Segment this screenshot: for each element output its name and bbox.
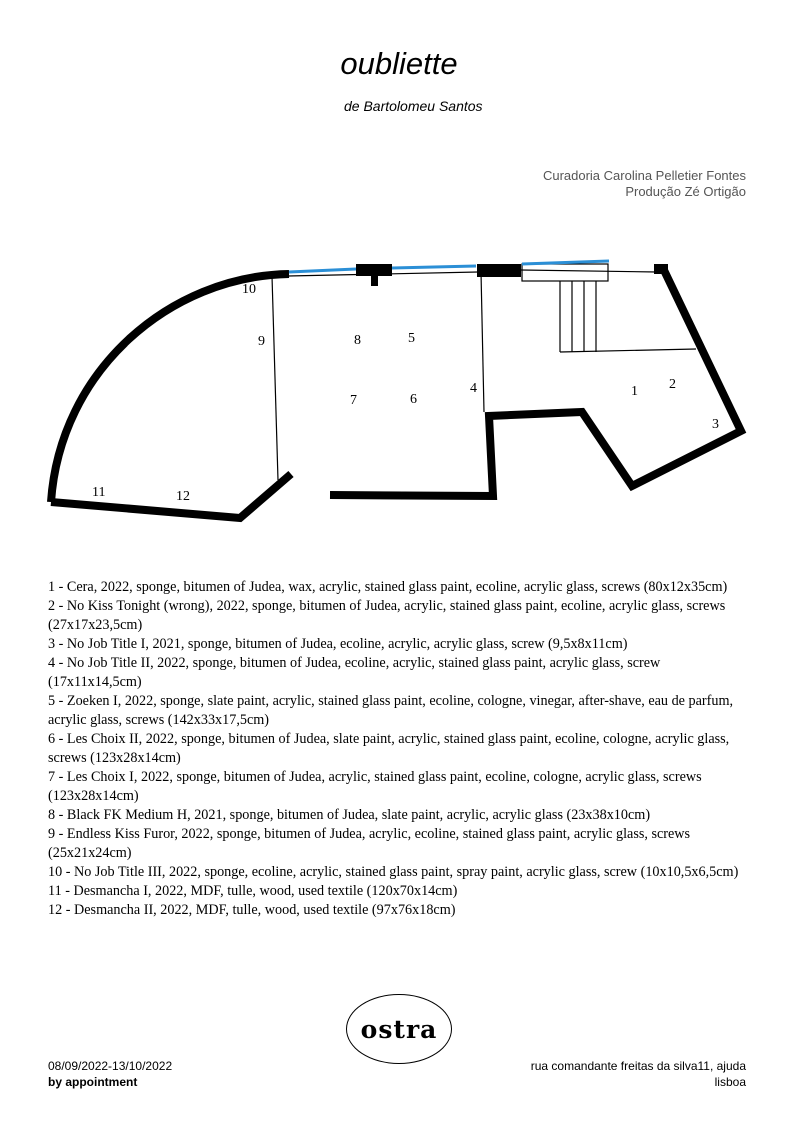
label-2: 2	[669, 377, 676, 392]
city-line: lisboa	[714, 1075, 746, 1089]
work-item-3: 3 - No Job Title I, 2021, sponge, bitumen of Judea, ecoline, acrylic, acrylic glass, screw (9,5x8x11cm)	[48, 636, 628, 652]
stairs	[522, 264, 608, 281]
production-credit: Produção Zé Ortigão	[625, 184, 746, 199]
window-1	[289, 269, 356, 272]
bottom-mid-wall	[330, 266, 741, 496]
work-item-5: 5 - Zoeken I, 2022, sponge, slate paint, acrylic, stained glass paint, ecoline, cologne, vinegar, after-shave, eau de parfum, acrylic glass, screws (142x33x17,5cm)	[48, 693, 734, 728]
appointment-note: by appointment	[48, 1075, 138, 1089]
label-4: 4	[470, 381, 477, 396]
logo-text: ostra	[360, 1014, 438, 1044]
work-item-7: 7 - Les Choix I, 2022, sponge, bitumen of Judea, acrylic, stained glass paint, ecoline, cologne, acrylic glass, screws (123x28x14cm)	[48, 769, 702, 804]
works-list	[48, 578, 748, 920]
label-10: 10	[242, 282, 256, 297]
work-item-2: 2 - No Kiss Tonight (wrong), 2022, sponge, bitumen of Judea, acrylic, stained glass paint, ecoline, acrylic glass, screws (27x17x23,5cm)	[48, 598, 726, 633]
address-line: rua comandante freitas da silva11, ajuda	[530, 1059, 746, 1073]
work-item-10: 10 - No Job Title III, 2022, sponge, ecoline, acrylic, stained glass paint, spray paint, acrylic glass, screw (10x10,5x6,5cm)	[48, 864, 739, 880]
label-7: 7	[350, 393, 357, 408]
curator-credit: Curadoria Carolina Pelletier Fontes	[542, 168, 746, 183]
thin-walls	[272, 264, 696, 480]
footer-dates-block	[48, 1058, 172, 1090]
work-item-4: 4 - No Job Title II, 2022, sponge, bitumen of Judea, ecoline, acrylic, stained glass paint, acrylic glass, screw (17x11x14,5cm)	[48, 655, 661, 690]
work-item-1: 1 - Cera, 2022, sponge, bitumen of Judea, wax, acrylic, stained glass paint, ecoline, acrylic glass, screws (80x12x35cm)	[48, 579, 728, 595]
work-item-6: 6 - Les Choix II, 2022, sponge, bitumen of Judea, slate paint, acrylic, stained glass paint, ecoline, cologne, acrylic glass, screws (123x28x14cm)	[48, 731, 730, 766]
artist-credit: de Bartolomeu Santos	[344, 98, 483, 114]
thin-wall-left	[272, 276, 278, 480]
work-item-11: 11 - Desmancha I, 2022, MDF, tulle, wood, used textile (120x70x14cm)	[48, 883, 458, 899]
label-3: 3	[712, 417, 719, 432]
exhibition-title: oubliette	[340, 46, 458, 81]
work-item-12: 12 - Desmancha II, 2022, MDF, tulle, wood, used textile (97x76x18cm)	[48, 902, 456, 918]
footer-address-block	[531, 1058, 746, 1090]
label-12: 12	[176, 489, 190, 504]
label-1: 1	[631, 384, 638, 399]
thin-wall-top-right	[521, 270, 657, 272]
credits-block	[543, 168, 746, 200]
ostra-logo	[346, 994, 452, 1064]
curved-wall	[51, 274, 289, 502]
thin-wall-mid	[481, 272, 484, 412]
window-2	[392, 266, 476, 268]
work-item-8: 8 - Black FK Medium H, 2021, sponge, bitumen of Judea, slate paint, acrylic, acrylic glass (23x38x10cm)	[48, 807, 651, 823]
exhibition-dates: 08/09/2022-13/10/2022	[48, 1059, 173, 1073]
label-9: 9	[258, 334, 265, 349]
bottom-left-wall	[51, 474, 291, 518]
work-item-9: 9 - Endless Kiss Furor, 2022, sponge, bitumen of Judea, acrylic, ecoline, stained glass paint, acrylic glass, screws (25x21x24cm)	[48, 826, 691, 861]
label-8: 8	[354, 333, 361, 348]
label-6: 6	[410, 392, 417, 407]
label-5: 5	[408, 331, 415, 346]
label-11: 11	[92, 485, 106, 500]
floor-plan	[0, 250, 794, 540]
